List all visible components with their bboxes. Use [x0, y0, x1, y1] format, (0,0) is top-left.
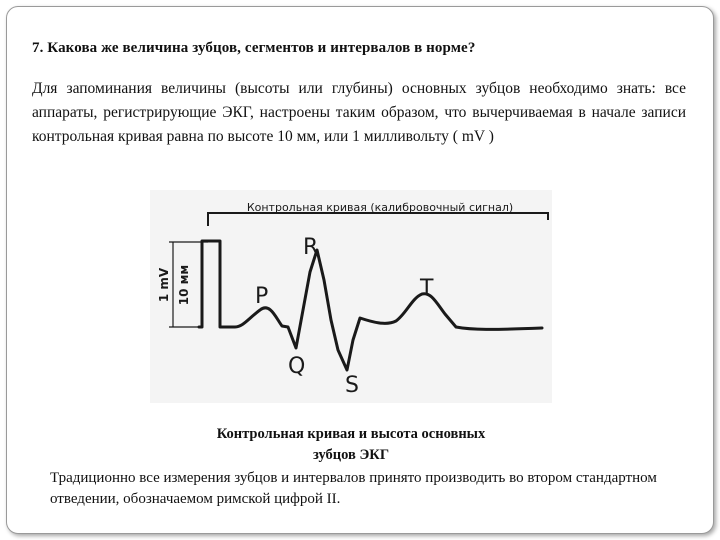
calibration-label: Контрольная кривая (калибровочный сигнал): [246, 201, 514, 214]
ecg-diagram: [150, 190, 552, 403]
amplitude-mv-label: 1 mV: [157, 267, 171, 303]
wave-s-label: S: [345, 373, 359, 398]
footer-paragraph: Традиционно все измерения зубцов и интервалов принято производить во втором стандартном отведении, обозначаемом римской цифрой II.: [50, 470, 657, 507]
question-heading: 7. Какова же величина зубцов, сегментов и интервалов в норме?: [32, 40, 476, 56]
wave-r-label: R: [303, 235, 319, 260]
calibration-bracket: [208, 213, 548, 226]
figure-caption: [150, 424, 552, 466]
wave-t-label: T: [420, 276, 434, 301]
caption-line-1: Контрольная кривая и высота основных: [216, 426, 486, 442]
wave-q-label: Q: [288, 354, 306, 379]
ecg-figure: [150, 190, 552, 403]
ecg-trace: [199, 241, 542, 370]
wave-p-label: P: [255, 284, 269, 309]
intro-paragraph: Для запоминания величины (высоты или глубины) основных зубцов необходимо знать: все аппараты, регистрирующие ЭКГ, настроены таким образом, что вычерчиваемая в начале записи контрольная кривая равна по высоте 10 мм, или 1 милливольту ( mV ): [32, 80, 686, 145]
amplitude-mm-label: 10 мм: [177, 264, 191, 306]
caption-line-2: зубцов ЭКГ: [312, 447, 390, 463]
